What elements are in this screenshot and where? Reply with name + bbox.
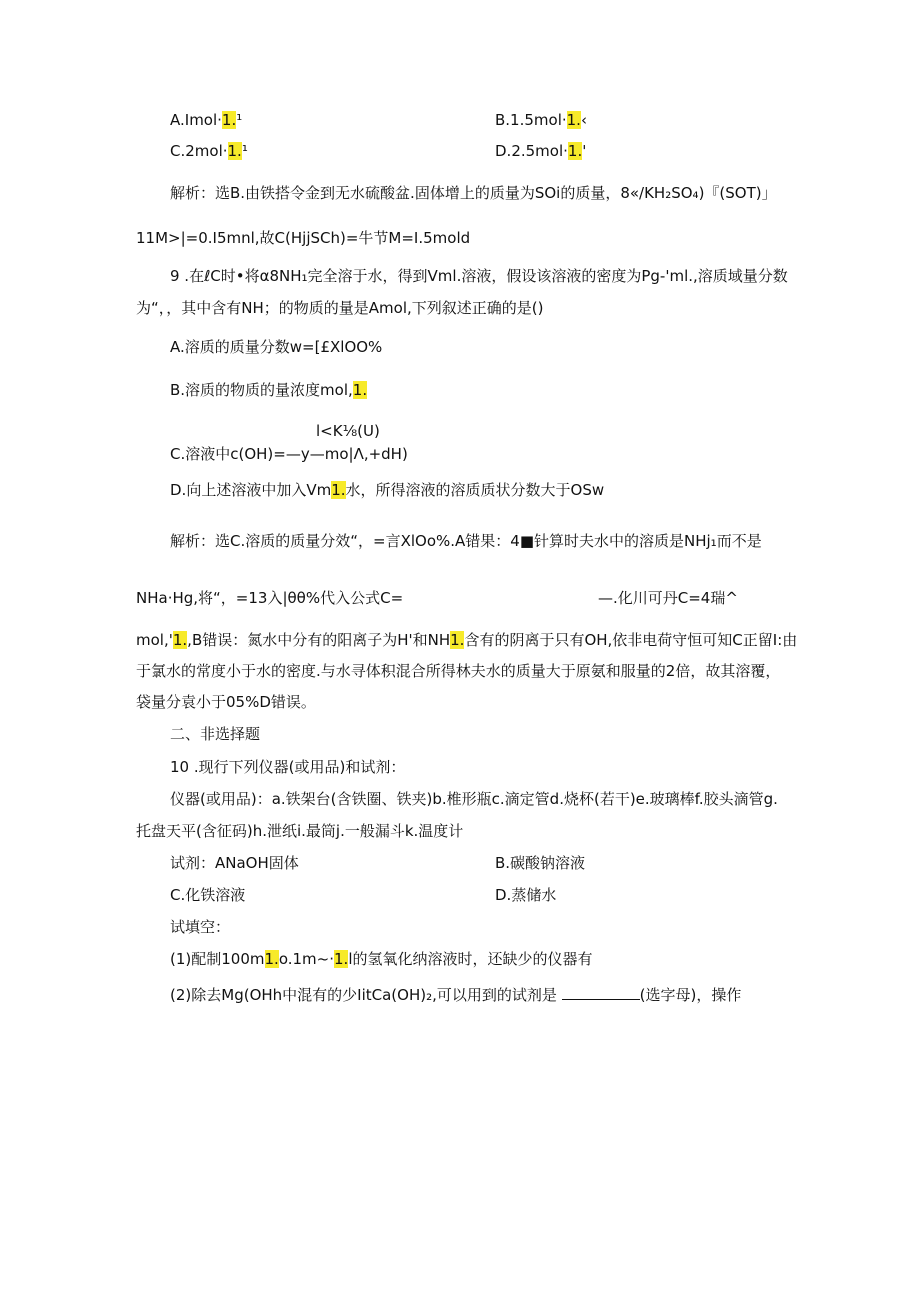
option-a: A.溶质的质量分数w=[£XlOO% bbox=[170, 338, 383, 356]
question-10-instruments: 仪器(或用品)：a.铁架台(含铁圈、铁夹)b.椎形瓶c.滴定管d.烧杯(若干)e.玻璃棒f.胶头滴管g. bbox=[170, 790, 778, 808]
option-c: C.2mol·1.¹ bbox=[170, 142, 248, 160]
question-10-stem: 10 .现行下列仪器(或用品)和试剂： bbox=[170, 758, 406, 776]
analysis-line: 解析：选C.溶质的质量分效“，=言XlOo%.A错果：4■针算时夫水中的溶质是NHj₁而不是 bbox=[170, 532, 762, 550]
analysis-line: 解析：选B.由铁搭令金到无水硫酸盆.固体增上的质量为SOi的质量，8«/KH₂SO₄)『(SOT)」 bbox=[170, 184, 777, 202]
option-c: C.溶液中c(OH)=—y—mo|Λ,+dH) bbox=[170, 445, 408, 463]
analysis-line: NHa·Hg,将“，=13入|θθ%代入公式C= bbox=[136, 589, 404, 607]
analysis-line: —.化川可丹C=4瑞^ bbox=[598, 589, 738, 607]
highlight: 1. bbox=[334, 950, 349, 968]
option-d: D.2.5mol·1.' bbox=[495, 142, 587, 160]
highlight: 1. bbox=[450, 631, 465, 649]
question-10-instruments: 托盘天平(含征码)h.泄纸i.最筒j.一般漏斗k.温度计 bbox=[136, 822, 464, 840]
analysis-line: 于氯水的常度小于水的密度.与水寻体积混合所得林夫水的质量大于原氨和服量的2倍，故其溶覆， bbox=[136, 662, 781, 680]
reagent-d: D.蒸储水 bbox=[495, 886, 557, 904]
highlight: 1. bbox=[567, 142, 583, 160]
option-a: A.Imol·1.¹ bbox=[170, 111, 243, 129]
answer-blank[interactable] bbox=[562, 985, 640, 1000]
option-b: B.1.5mol·1.‹ bbox=[495, 111, 587, 129]
highlight: 1. bbox=[264, 950, 279, 968]
highlight: 1. bbox=[566, 111, 581, 129]
option-b: B.溶质的物质的量浓度mol,1. bbox=[170, 381, 368, 399]
analysis-line: mol,'1.,B错误：氮水中分有的阳离子为H'和NH1.含有的阴离于只有OH,依非电荷守恒可知C正留I:由 bbox=[136, 631, 798, 649]
section-heading: 二、非选择题 bbox=[170, 725, 261, 743]
sub-question-1: (1)配制100m1.o.1m~·1.l的氢氧化纳溶液时，还缺少的仪器有 bbox=[170, 950, 593, 968]
question-9-stem: 9 .在ℓC时•将α8NH₁完全溶于水，得到Vml.溶液，假设该溶液的密度为Pg-'ml.,溶质域量分数 bbox=[170, 267, 788, 285]
reagent-c: C.化铁溶液 bbox=[170, 886, 246, 904]
formula-numerator: l<K⅛(U) bbox=[316, 422, 380, 440]
analysis-line: 11M>|=0.I5mnl,故C(HjjSCh)=牛节M=I.5mold bbox=[136, 229, 471, 247]
highlight: 1. bbox=[352, 381, 368, 399]
highlight: 1. bbox=[221, 111, 237, 129]
highlight: 1. bbox=[331, 481, 346, 499]
sub-question-2: (2)除去Mg(OHh中混有的少IitCa(OH)₂,可以用到的试剂是 (选字母)，操作 bbox=[170, 986, 742, 1004]
analysis-line: 袋量分袁小于05%D错误。 bbox=[136, 693, 316, 711]
fill-in-label: 试填空： bbox=[170, 918, 231, 936]
highlight: 1. bbox=[172, 631, 188, 649]
reagent-b: B.碳酸钠溶液 bbox=[495, 854, 586, 872]
option-d: D.向上述溶液中加入Vm1.水，所得溶液的溶质质状分数大于OSw bbox=[170, 481, 605, 499]
reagent-a: 试剂：ANaOH固体 bbox=[170, 854, 299, 872]
highlight: 1. bbox=[227, 142, 242, 160]
question-9-stem: 为“，，其中含有NH；的物质的量是Amol,下列叙述正确的是() bbox=[136, 299, 544, 317]
